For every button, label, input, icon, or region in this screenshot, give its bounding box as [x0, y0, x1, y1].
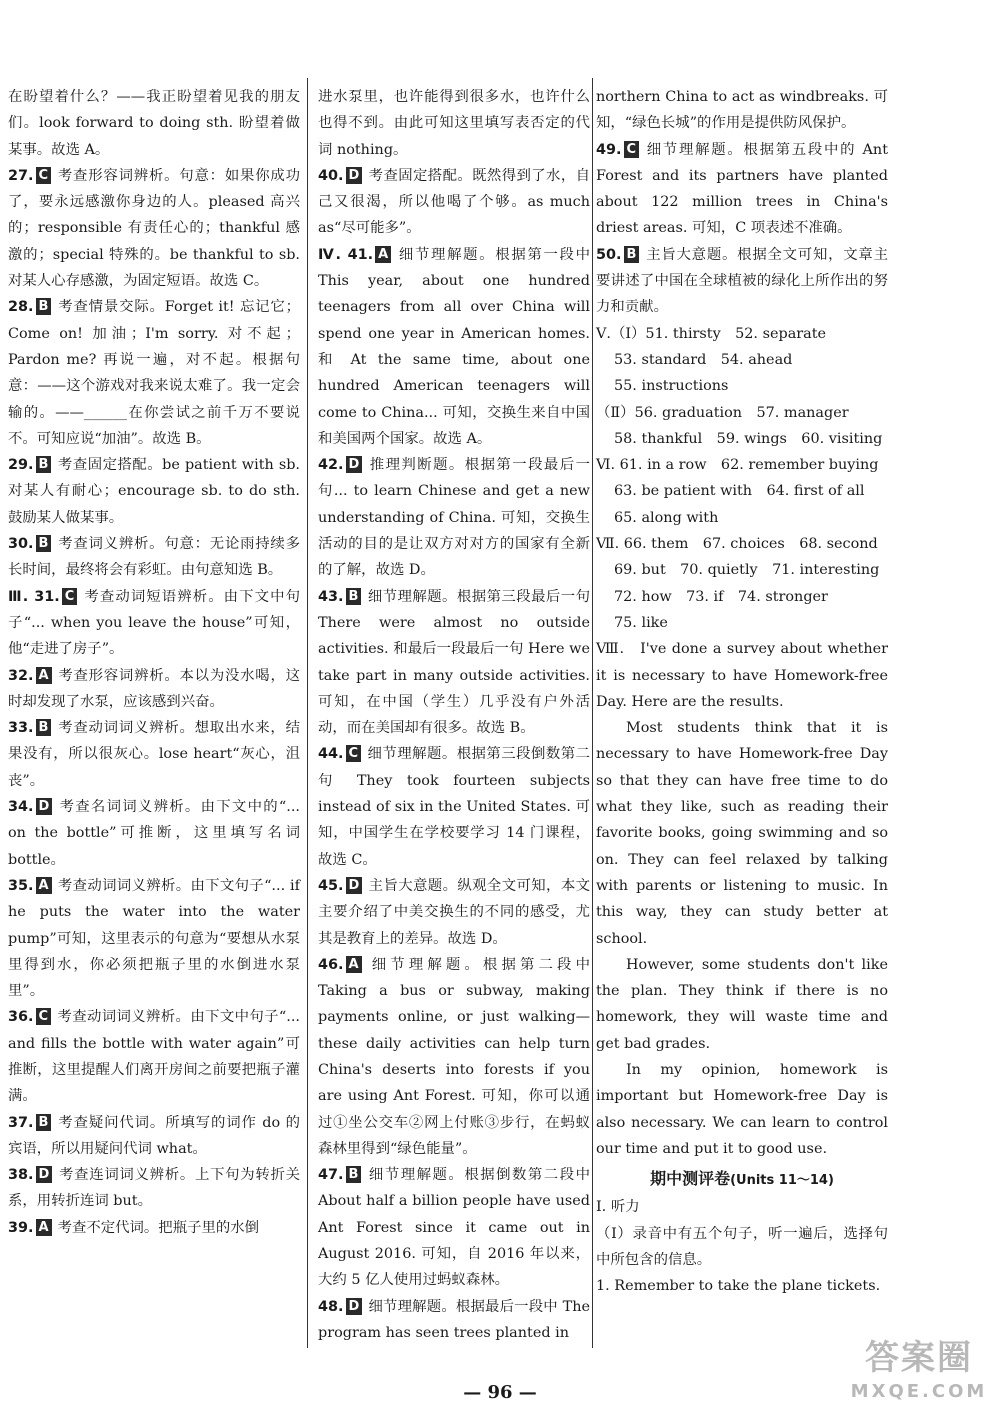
answer-entry: [318, 952, 590, 1162]
answer-entry: [8, 163, 300, 294]
question-number: 35.: [8, 877, 34, 894]
answer-line: Ⅴ.（Ⅰ）51. thirsty 52. separate: [596, 325, 827, 342]
question-number: 40.: [318, 167, 344, 184]
explanation-text: 考查连词词义辨析。上下句为转折关系，用转折连词 but。: [8, 1167, 300, 1210]
essay-paragraph: In my opinion, homework is important but Homework-free Day is also necessary. We can learn to control our time and put it to good use.: [596, 1061, 888, 1157]
essay-paragraph: However, some students don't like the plan. They think if there is no homework, they will waste time and get bad grades.: [596, 956, 888, 1052]
explanation-text: 考查形容词辨析。本以为没水喝，这时却发现了水泵，应该感到兴奋。: [8, 667, 300, 710]
explanation-text: 考查动词词义辨析。由下文中句子“... and fills the bottle with water again”可推断，这里提醒人们离开房间之前要把瓶子灌满。: [8, 1009, 300, 1105]
answer-entry: [318, 1162, 590, 1293]
question-number: 36.: [8, 1009, 34, 1026]
answer-line: Ⅵ. 61. in a row 62. remember buying: [596, 457, 879, 474]
explanation-text: 考查固定搭配。既然得到了水，自己又很渴，所以他喝了个够。as much as“尽可能多”。: [318, 167, 590, 237]
answer-letter: B: [36, 456, 52, 473]
question-number: 28.: [8, 299, 34, 316]
answer-letter: B: [36, 535, 52, 552]
answer-entry: [8, 294, 300, 452]
answer-letter: D: [346, 877, 363, 894]
explanation-text: 考查固定搭配。be patient with sb. 对某人有耐心；encourage sb. to do sth. 鼓励某人做某事。: [8, 457, 300, 526]
answer-letter: C: [36, 1008, 52, 1025]
explanation-text: 细节理解题。根据第二段中 Taking a bus or subway, making payments online, or just walking—these daily activities can help turn China's deserts into forests if you are using Ant Forest. 可知，你可以通过①坐公交车②网上付账③步行，在蚂蚁森林里得到“绿色能量”。: [318, 956, 590, 1157]
explanation-text: 细节理解题。根据第三段倒数第二句 They took fourteen subjects instead of six in the United States. 可知，中国学生在学校要学习 14 门课程，故选 C。: [318, 746, 590, 868]
answer-line: 55. instructions: [614, 378, 729, 395]
explanation-text: 细节理解题。根据第三段最后一句 There were almost no outside activities. 和最后一段最后一句 Here we take part in many outside activities. 可知，在中国（学生）几乎没有户外活动，而在美国却有很多。故选 B。: [318, 588, 590, 737]
answer-line: 72. how 73. if 74. stronger: [614, 588, 828, 605]
question-number: 48.: [318, 1298, 344, 1315]
answer-letter: A: [375, 246, 391, 263]
section-part: Ⅰ. 听力: [596, 1199, 640, 1216]
explanation-text: 考查情景交际。Forget it! 忘记它；Come on! 加油；I'm sorry. 对不起；Pardon me? 再说一遍，对不起。根据句意：——这个游戏对我来说太难了。我一定会输的。——______在你尝试之前千万不要说不。可知应说“加油”。故选 B。: [8, 299, 300, 447]
explanation-text: 细节理解题。根据第五段中的 Ant Forest and its partners have planted about 122 million trees in China's driest areas. 可知，C 项表述不准确。: [596, 141, 888, 237]
answer-entry: [318, 741, 590, 872]
answer-entry: [8, 1004, 300, 1109]
answer-entry: [596, 242, 888, 321]
answer-letter: A: [36, 667, 52, 684]
answer-entry: [318, 1294, 590, 1347]
answer-entry: [318, 84, 590, 163]
column-divider: [592, 78, 593, 1348]
watermark-bottom-text: MXQE.COM: [850, 1381, 988, 1402]
explanation-text: 考查形容词辨析。句意：如果你成功了，要永远感激你身边的人。pleased 高兴的；responsible 有责任心的；thankful 感激的；special 特殊的。be thankful to sb. 对某人心存感激，为固定短语。故选 C。: [8, 167, 300, 290]
answer-entry: [318, 163, 590, 242]
answer-entries: [596, 84, 888, 321]
answer-letter: B: [36, 1114, 52, 1131]
fill-in-answers: [596, 321, 888, 637]
question-number: 38.: [8, 1167, 34, 1184]
answer-letter: B: [346, 588, 362, 605]
question-number: 34.: [8, 799, 34, 816]
answer-letter: D: [346, 167, 363, 184]
question-number: 39.: [8, 1219, 34, 1236]
explanation-text: northern China to act as windbreaks. 可知，“绿色长城”的作用是提供防风保护。: [596, 89, 888, 132]
answer-line: 69. but 70. quietly 71. interesting: [614, 562, 880, 579]
question-number: 50.: [596, 246, 622, 263]
question-number: 33.: [8, 720, 34, 737]
explanation-text: 考查不定代词。把瓶子里的水倒: [57, 1219, 260, 1236]
explanation-text: 细节理解题。根据最后一段中 The program has seen trees planted in: [318, 1298, 590, 1341]
question-number: 46.: [318, 956, 344, 973]
question-number: 32.: [8, 667, 34, 684]
answer-letter: B: [36, 298, 52, 315]
answer-line: 65. along with: [614, 509, 719, 526]
question-number: 49.: [596, 141, 622, 158]
question-number: 44.: [318, 746, 344, 763]
essay-paragraph: Most students think that it is necessary to have Homework-free Day so that they can have free time to do what they like, such as reading their favorite books, going swimming and so on. They can feel relaxed by talking with parents or listening to music. In this way, they can study better at school.: [596, 720, 888, 947]
answer-line: 75. like: [614, 614, 668, 631]
answer-entry: [8, 1110, 300, 1163]
explanation-text: 主旨大意题。根据全文可知，文章主要讲述了中国在全球植被的绿化上所作出的努力和贡献。: [596, 246, 888, 316]
answer-line: 63. be patient with 64. first of all: [614, 483, 865, 500]
answer-entry: [8, 84, 300, 163]
question-number: 45.: [318, 877, 344, 894]
answer-letter: A: [36, 1219, 52, 1236]
question-number: Ⅳ. 41.: [318, 246, 374, 263]
column-left: [8, 84, 300, 1241]
answer-letter: D: [36, 1166, 53, 1183]
explanation-text: 考查疑问代词。所填写的词作 do 的宾语，所以用疑问代词 what。: [8, 1114, 300, 1157]
watermark-logo: [844, 1337, 994, 1415]
answer-letter: A: [36, 877, 52, 894]
column-middle: [318, 84, 590, 1346]
answer-line: 58. thankful 59. wings 60. visiting: [614, 430, 883, 447]
column-divider: [307, 78, 308, 1348]
column-right: [596, 84, 888, 1300]
answer-letter: C: [62, 588, 78, 605]
question-number: 27.: [8, 167, 34, 184]
explanation-text: 细节理解题。根据倒数第二段中 About half a billion people have used Ant Forest since it came out in August 2016. 可知，自 2016 年以来，大约 5 亿人使用过蚂蚁森林。: [318, 1167, 590, 1289]
answer-entry: [596, 84, 888, 137]
answer-entry: [8, 1215, 300, 1241]
question-number: 37.: [8, 1114, 34, 1131]
watermark-top-text: 答案圈: [865, 1338, 973, 1378]
answer-letter: D: [346, 1298, 363, 1315]
answer-letter: D: [36, 798, 53, 815]
answer-letter: D: [346, 456, 363, 473]
section-title: 期中测评卷(Units 11～14): [650, 1169, 834, 1189]
answer-entry: [318, 452, 590, 583]
explanation-text: 考查动词词义辨析。想取出水来，结果没有，所以很灰心。lose heart“灰心，沮丧”。: [8, 720, 300, 789]
question-number: 47.: [318, 1167, 344, 1184]
answer-line: Ⅶ. 66. them 67. choices 68. second: [596, 536, 878, 553]
explanation-text: 考查词义辨析。句意：无论雨持续多长时间，最终将会有彩虹。由句意知选 B。: [8, 536, 300, 579]
explanation-text: 在盼望着什么？——我正盼望着见我的朋友们。look forward to doing sth. 盼望着做某事。故选 A。: [8, 89, 300, 158]
explanation-text: 考查动词短语辨析。由下文中句子“... when you leave the house”可知，他“走进了房子”。: [8, 588, 300, 658]
answer-entry: [596, 137, 888, 242]
answer-entry: [8, 873, 300, 1004]
question-number: 29.: [8, 457, 34, 474]
answer-letter: C: [624, 141, 640, 158]
answer-letter: A: [346, 956, 362, 973]
answer-letter: B: [36, 719, 52, 736]
question-number: 42.: [318, 457, 344, 474]
answer-letter: B: [624, 246, 640, 263]
page-number: — 96 —: [463, 1382, 537, 1403]
sample-essay: [596, 636, 888, 1162]
answer-entry: [8, 794, 300, 873]
answer-entry: [8, 584, 300, 663]
question-number: 43.: [318, 588, 344, 605]
answer-entry: [8, 663, 300, 716]
section-instruction: （Ⅰ）录音中有五个句子，听一遍后，选择句中所包含的信息。: [596, 1225, 888, 1269]
explanation-text: 考查名词词义辨析。由下文中的“... on the bottle”可推断，这里填写名词 bottle。: [8, 799, 300, 868]
answer-entry: [8, 715, 300, 794]
explanation-text: 推理判断题。根据第一段最后一句... to learn Chinese and get a new understanding of China. 可知，交换生活动的目的是让双方对对方的国家有全新的了解，故选 D。: [318, 457, 590, 579]
explanation-text: 考查动词词义辨析。由下文句子“... if he puts the water into the water pump”可知，这里表示的句意为“要想从水泵里得到水，你必须把瓶子里的水倒进水泵里”。: [8, 877, 300, 1000]
answer-letter: B: [346, 1166, 362, 1183]
answer-line: 53. standard 54. ahead: [614, 351, 793, 368]
answer-entry: [318, 873, 590, 952]
answer-entry: [318, 242, 590, 452]
listening-question: 1. Remember to take the plane tickets.: [596, 1278, 881, 1295]
answer-letter: C: [36, 167, 52, 184]
answer-entry: [8, 1162, 300, 1215]
question-number: Ⅲ. 31.: [8, 588, 60, 605]
answer-letter: C: [346, 745, 362, 762]
answer-line: （Ⅱ）56. graduation 57. manager: [596, 404, 849, 421]
answer-entry: [8, 452, 300, 531]
answer-entry: [8, 531, 300, 584]
explanation-text: 细节理解题。根据第一段中 This year, about one hundred teenagers from all over China will spend one year in American homes. 和 At the same time, about one hundred American teenagers will come to China... 可知，交换生来自中国和美国两个国家。故选 A。: [318, 246, 590, 447]
answer-entry: [318, 584, 590, 742]
explanation-text: 主旨大意题。纵观全文可知，本文主要介绍了中美交换生的不同的感受，尤其是教育上的差异。故选 D。: [318, 877, 590, 947]
explanation-text: 进水泵里，也许能得到很多水，也许什么也得不到。由此可知这里填写表否定的代词 nothing。: [318, 89, 590, 158]
question-number: 30.: [8, 536, 34, 553]
essay-paragraph: Ⅷ. I've done a survey about whether it is necessary to have Homework-free Day. Here are the results.: [596, 641, 888, 710]
